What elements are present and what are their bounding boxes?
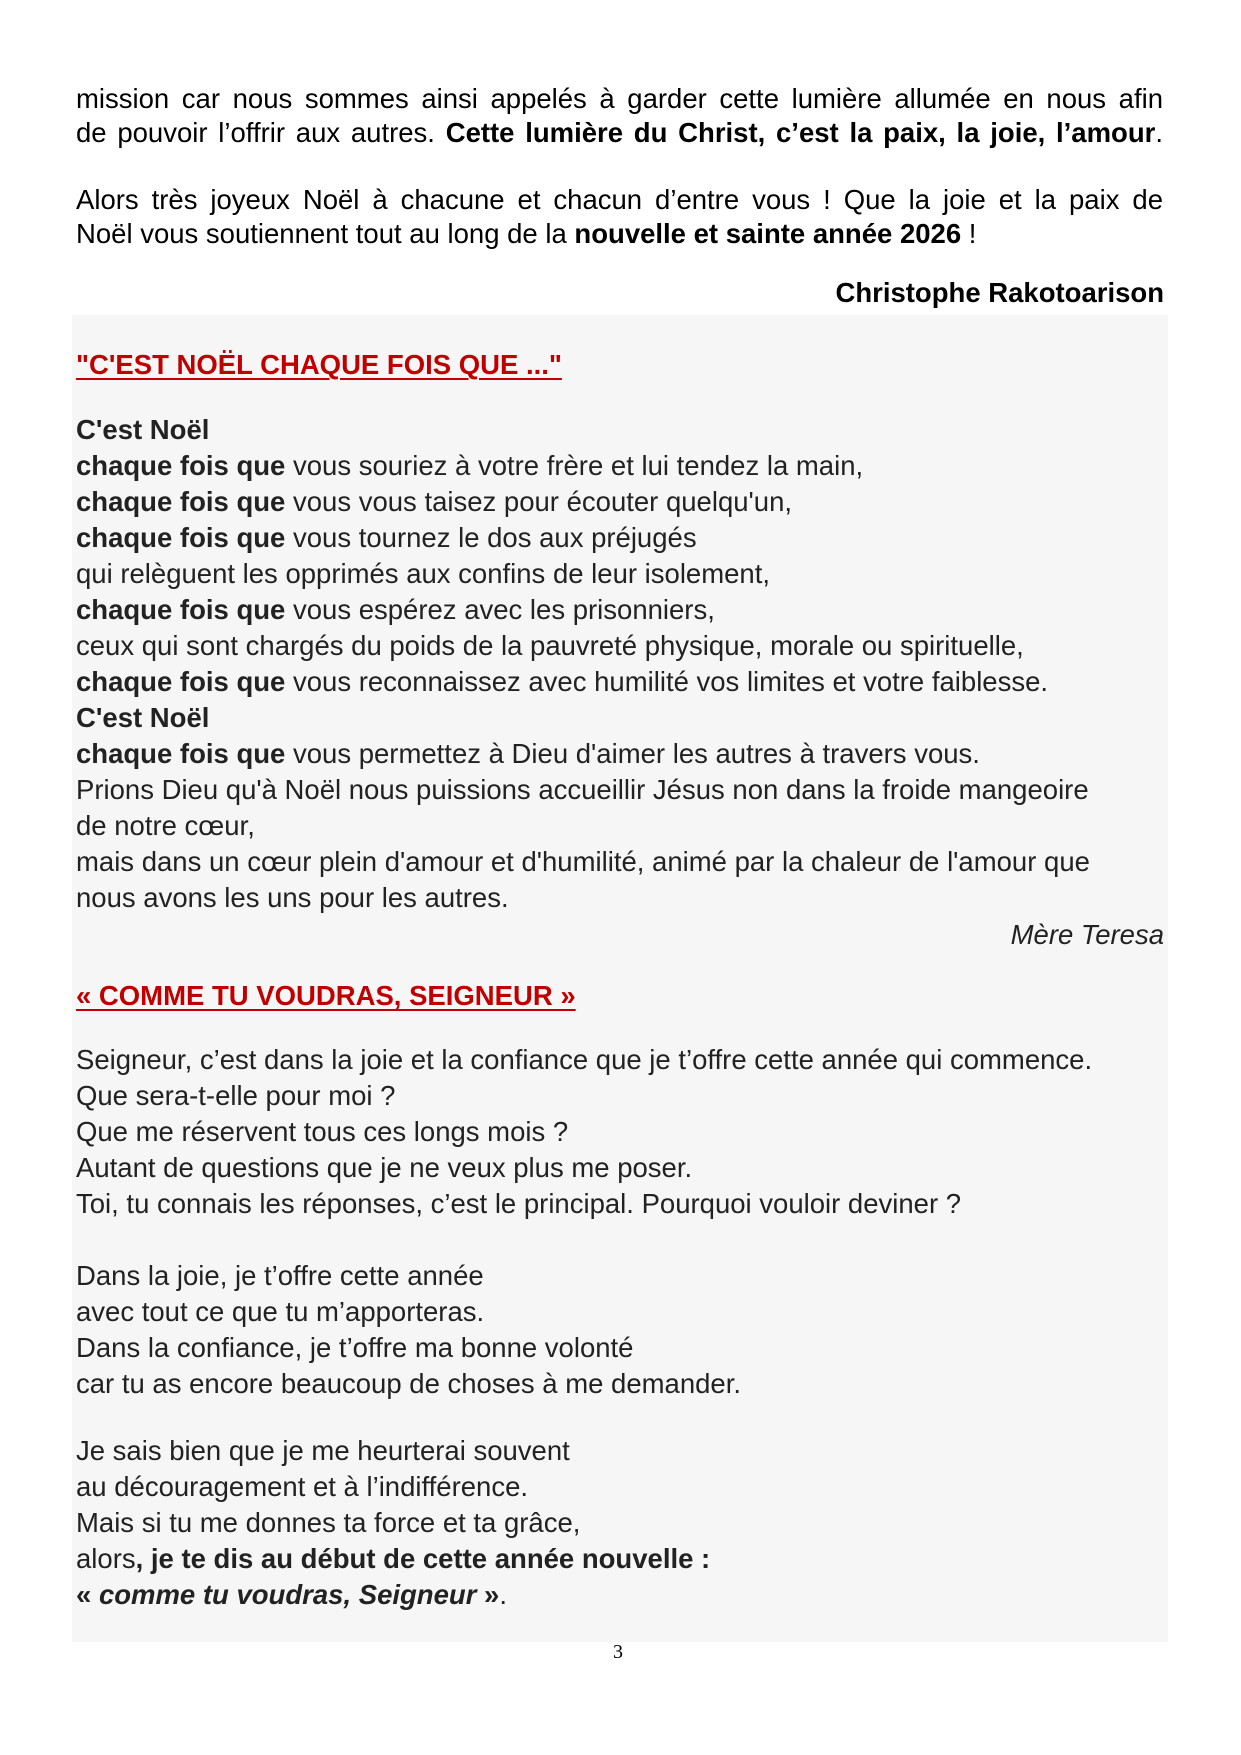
section1-heading: "C'EST NOËL CHAQUE FOIS QUE ..." xyxy=(76,349,562,380)
wishes-emphasis: nouvelle et sainte année 2026 xyxy=(574,218,962,249)
poem-line-text: vous vous taisez pour écouter quelqu'un, xyxy=(285,486,793,517)
signature: Christophe Rakotoarison xyxy=(835,277,1164,308)
prayer-line: Seigneur, c’est dans la joie et la confiance que je t’offre cette année qui commence. xyxy=(76,1044,1093,1075)
prayer-final-punct: . xyxy=(499,1579,507,1610)
poem-line xyxy=(76,809,255,843)
prayer-final-line-2 xyxy=(76,1578,507,1612)
poem-line-bold: chaque fois que xyxy=(76,594,286,625)
section1-author: Mère Teresa xyxy=(1010,919,1164,950)
poem-line-text: vous souriez à votre frère et lui tendez la main, xyxy=(285,450,864,481)
prayer-line: Dans la confiance, je t’offre ma bonne volonté xyxy=(76,1332,634,1363)
poem-line-text: nous avons les uns pour les autres. xyxy=(76,882,509,913)
wishes-line-1: Alors très joyeux Noël à chacune et chacun d’entre vous ! Que la joie et la paix de xyxy=(76,184,1163,215)
poem-line-text: vous permettez à Dieu d'aimer les autres à travers vous. xyxy=(285,738,980,769)
wishes-line-2 xyxy=(76,217,976,251)
prayer-line: avec tout ce que tu m’apporteras. xyxy=(76,1296,485,1327)
poem-line-bold: C'est Noël xyxy=(76,702,210,733)
prayer-line: au découragement et à l’indifférence. xyxy=(76,1471,529,1502)
prayer-final-plain: alors xyxy=(76,1543,136,1574)
poem-line xyxy=(76,449,863,483)
poem-line xyxy=(76,485,792,519)
intro-line-1: mission car nous sommes ainsi appelés à garder cette lumière allumée en nous afin xyxy=(76,83,1163,114)
poem-line xyxy=(76,521,697,555)
poem-line-bold: chaque fois que xyxy=(76,738,286,769)
intro-text: de pouvoir l’offrir aux autres. xyxy=(76,117,446,148)
section2-heading: « COMME TU VOUDRAS, SEIGNEUR » xyxy=(76,980,576,1011)
poem-line-text: vous reconnaissez avec humilité vos limites et votre faiblesse. xyxy=(285,666,1049,697)
close-quote: » xyxy=(476,1579,500,1610)
intro-line-2 xyxy=(76,116,1163,150)
poem-line xyxy=(76,881,509,915)
poem-line-text: ceux qui sont chargés du poids de la pauvreté physique, morale ou spirituelle, xyxy=(76,630,1024,661)
page-number: 3 xyxy=(613,1641,623,1663)
prayer-line: Toi, tu connais les réponses, c’est le principal. Pourquoi vouloir deviner ? xyxy=(76,1188,962,1219)
poem-line xyxy=(76,557,770,591)
poem-line xyxy=(76,737,980,771)
poem-line-text: vous tournez le dos aux préjugés xyxy=(285,522,697,553)
prayer-line: Que sera-t-elle pour moi ? xyxy=(76,1080,396,1111)
prayer-line: Mais si tu me donnes ta force et ta grâce, xyxy=(76,1507,581,1538)
intro-punct: . xyxy=(1155,117,1163,148)
poem-line xyxy=(76,665,1048,699)
poem-line-bold: chaque fois que xyxy=(76,486,286,517)
prayer-final-line-1 xyxy=(76,1542,710,1576)
prayer-line: Que me réservent tous ces longs mois ? xyxy=(76,1116,569,1147)
prayer-final-quote: comme tu voudras, Seigneur xyxy=(98,1579,477,1610)
poem-line-text: qui relèguent les opprimés aux confins de leur isolement, xyxy=(76,558,770,589)
poem-line xyxy=(76,413,209,447)
poem-line-bold: chaque fois que xyxy=(76,450,286,481)
intro-emphasis: Cette lumière du Christ, c’est la paix, la joie, l’amour xyxy=(445,117,1156,148)
poem-line-text: Prions Dieu qu'à Noël nous puissions accueillir Jésus non dans la froide mangeoire xyxy=(76,774,1089,805)
poem-line-text: mais dans un cœur plein d'amour et d'humilité, animé par la chaleur de l'amour que xyxy=(76,846,1090,877)
prayer-line: Dans la joie, je t’offre cette année xyxy=(76,1260,484,1291)
prayer-line: Je sais bien que je me heurterai souvent xyxy=(76,1435,570,1466)
poem-line xyxy=(76,701,209,735)
poem-line xyxy=(76,845,1090,879)
poem-line xyxy=(76,593,715,627)
prayer-line: car tu as encore beaucoup de choses à me demander. xyxy=(76,1368,742,1399)
poem-line-bold: C'est Noël xyxy=(76,414,210,445)
wishes-punct: ! xyxy=(961,218,977,249)
poem-line xyxy=(76,629,1024,663)
poem-line xyxy=(76,773,1089,807)
prayer-final-bold: , je te dis au début de cette année nouvelle : xyxy=(135,1543,711,1574)
poem-line-bold: chaque fois que xyxy=(76,522,286,553)
prayer-line: Autant de questions que je ne veux plus me poser. xyxy=(76,1152,693,1183)
poem-line-text: vous espérez avec les prisonniers, xyxy=(285,594,715,625)
open-quote: « xyxy=(76,1579,99,1610)
poem-line-bold: chaque fois que xyxy=(76,666,286,697)
wishes-text: Noël vous soutiennent tout au long de la xyxy=(76,218,575,249)
poem-line-text: de notre cœur, xyxy=(76,810,255,841)
